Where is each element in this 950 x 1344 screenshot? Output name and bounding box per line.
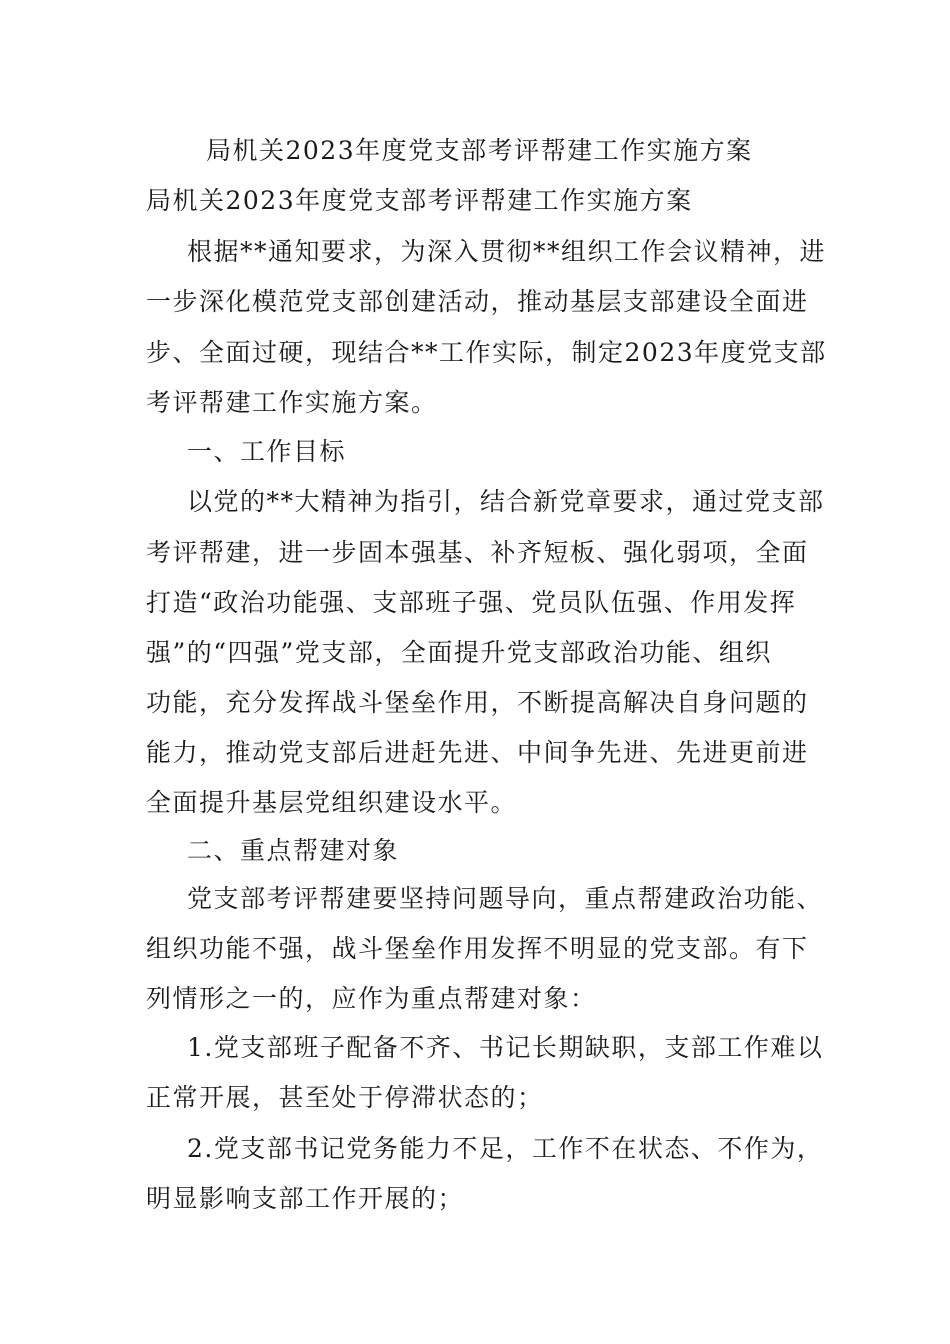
paragraph-line: 列情形之一的，应作为重点帮建对象： bbox=[146, 984, 597, 1013]
paragraph-line: 考评帮建工作实施方案。 bbox=[146, 388, 438, 417]
document-subtitle: 局机关2023年度党支部考评帮建工作实施方案 bbox=[146, 186, 693, 215]
paragraph-line: 功能，充分发挥战斗堡垒作用，不断提高解决自身问题的 bbox=[146, 688, 809, 717]
paragraph-line: 打造“政治功能强、支部班子强、党员队伍强、作用发挥 bbox=[146, 588, 797, 617]
paragraph-line: 步、全面过硬，现结合**工作实际，制定2023年度党支部 bbox=[146, 338, 827, 367]
list-item-line: 正常开展，甚至处于停滞状态的； bbox=[146, 1083, 544, 1112]
list-item-line: 明显影响支部工作开展的； bbox=[146, 1184, 465, 1213]
paragraph-line: 强”的“四强”党支部，全面提升党支部政治功能、组织 bbox=[146, 638, 772, 667]
document-title: 局机关2023年度党支部考评帮建工作实施方案 bbox=[206, 136, 753, 165]
paragraph-line: 一步深化模范党支部创建活动，推动基层支部建设全面进 bbox=[146, 287, 809, 316]
paragraph-line: 考评帮建，进一步固本强基、补齐短板、强化弱项，全面 bbox=[146, 538, 809, 567]
paragraph-line: 组织功能不强，战斗堡垒作用发挥不明显的党支部。有下 bbox=[146, 934, 809, 963]
paragraph-line: 能力，推动党支部后进赶先进、中间争先进、先进更前进 bbox=[146, 738, 809, 767]
list-item-line: 2.党支部书记党务能力不足，工作不在状态、不作为， bbox=[187, 1134, 824, 1163]
paragraph-line: 党支部考评帮建要坚持问题导向，重点帮建政治功能、 bbox=[187, 884, 824, 913]
list-item-line: 1.党支部班子配备不齐、书记长期缺职，支部工作难以 bbox=[187, 1033, 824, 1062]
section-heading: 一、工作目标 bbox=[187, 437, 347, 466]
paragraph-line: 全面提升基层党组织建设水平。 bbox=[146, 788, 518, 817]
paragraph-line: 根据**通知要求，为深入贯彻**组织工作会议精神，进 bbox=[187, 237, 827, 266]
paragraph-line: 以党的**大精神为指引，结合新党章要求，通过党支部 bbox=[187, 487, 825, 516]
section-heading: 二、重点帮建对象 bbox=[187, 836, 400, 865]
